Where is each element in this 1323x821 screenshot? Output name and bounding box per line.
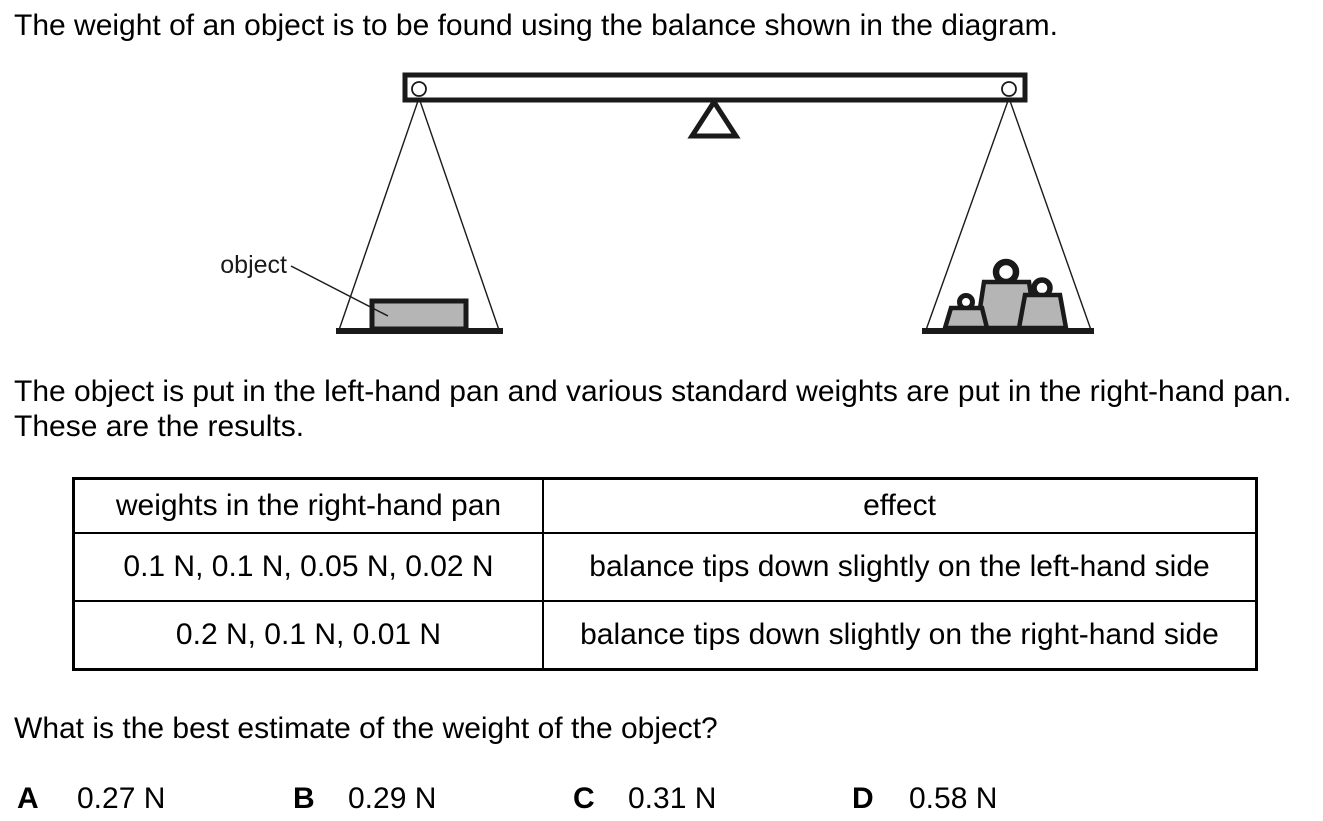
object-leader-line	[291, 266, 388, 316]
left-string-left	[339, 98, 419, 330]
row1-effect: balance tips down slightly on the left-hand side	[543, 533, 1257, 601]
weight-small-icon	[945, 308, 987, 328]
option-c-value: 0.31 N	[628, 782, 717, 815]
option-b-letter: B	[293, 782, 315, 815]
right-hanger-ring-icon	[1002, 82, 1016, 96]
intro-text: The weight of an object is to be found using the balance shown in the diagram.	[14, 9, 1059, 42]
row1-weights: 0.1 N, 0.1 N, 0.05 N, 0.02 N	[74, 533, 544, 601]
left-hanger-ring-icon	[412, 82, 426, 96]
option-a-letter: A	[17, 782, 39, 815]
balance-diagram	[0, 58, 1323, 350]
header-weights: weights in the right-hand pan	[74, 479, 544, 534]
results-table	[72, 477, 1258, 671]
row2-weights: 0.2 N, 0.1 N, 0.01 N	[74, 601, 544, 670]
table-row	[74, 601, 1257, 670]
option-d-value: 0.58 N	[909, 782, 998, 815]
table-header-row	[74, 479, 1257, 534]
weight-large-handle-icon	[996, 262, 1016, 282]
option-c-letter: C	[573, 782, 595, 815]
description-line-2: These are the results.	[14, 410, 305, 443]
fulcrum-triangle-icon	[692, 102, 736, 136]
description-line-1: The object is put in the left-hand pan and various standard weights are put in the right-hand pan.	[14, 375, 1292, 408]
option-d-letter: D	[852, 782, 874, 815]
object-label: object	[220, 251, 287, 279]
question-text: What is the best estimate of the weight of the object?	[14, 712, 718, 745]
weight-medium-icon	[1019, 295, 1066, 328]
row2-effect: balance tips down slightly on the right-hand side	[543, 601, 1257, 670]
table-row	[74, 533, 1257, 601]
left-string-right	[419, 98, 499, 330]
balance-beam	[405, 75, 1025, 100]
option-a-value: 0.27 N	[77, 782, 166, 815]
header-effect: effect	[543, 479, 1257, 534]
option-b-value: 0.29 N	[348, 782, 437, 815]
